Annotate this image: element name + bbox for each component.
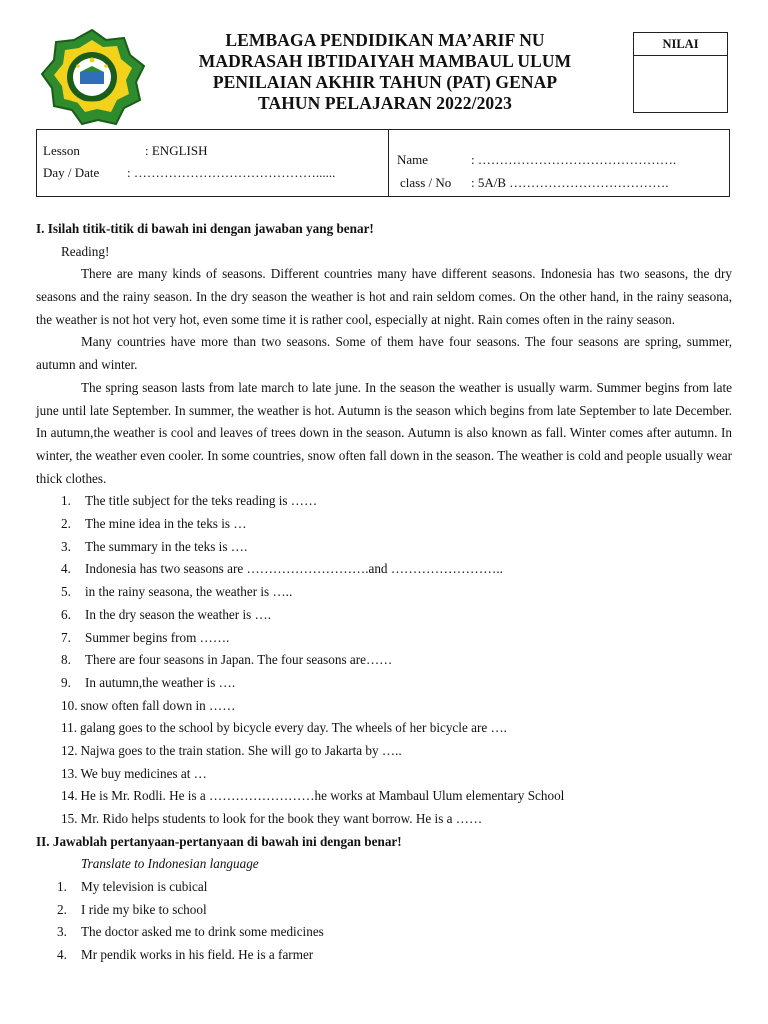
info-divider — [388, 130, 389, 196]
question-number: 14. — [61, 788, 78, 804]
question-number: 1. — [61, 493, 71, 509]
question-number: 9. — [61, 674, 71, 690]
student-info-box — [36, 129, 730, 197]
school-logo-icon — [38, 28, 146, 126]
question-item — [36, 604, 732, 627]
question-number: 1. — [57, 879, 67, 895]
name-label: Name — [397, 152, 429, 167]
question-text: I ride my bike to school — [81, 901, 207, 917]
question-item — [36, 876, 732, 899]
date-row — [43, 165, 335, 181]
question-text: snow often fall down in …… — [80, 697, 236, 713]
question-item — [36, 490, 732, 513]
question-number: 4. — [57, 947, 67, 963]
question-number: 15. — [61, 811, 78, 827]
date-label: Day / Date — [43, 165, 100, 180]
question-item — [36, 627, 732, 650]
question-item — [36, 695, 732, 718]
question-text: In autumn,the weather is …. — [85, 674, 236, 690]
question-item — [36, 513, 732, 536]
question-number: 13. — [61, 765, 78, 781]
academic-year: TAHUN PELAJARAN 2022/2023 — [258, 93, 512, 113]
question-text: Indonesia has two seasons are ……………………….and …………………….. — [85, 561, 503, 577]
question-item — [36, 944, 732, 967]
class-label: class / No — [400, 175, 452, 190]
question-item — [36, 536, 732, 559]
question-item — [36, 672, 732, 695]
question-text: There are four seasons in Japan. The four seasons are…… — [85, 652, 393, 668]
question-text: We buy medicines at … — [80, 765, 207, 781]
question-text: The summary in the teks is …. — [85, 538, 248, 554]
question-text: Summer begins from ……. — [85, 629, 230, 645]
question-number: 8. — [61, 652, 71, 668]
exam-content — [36, 218, 732, 967]
question-text: Mr. Rido helps students to look for the book they want borrow. He is a …… — [80, 811, 483, 827]
question-text: The doctor asked me to drink some medicines — [81, 924, 324, 940]
question-item — [36, 740, 732, 763]
question-number: 4. — [61, 561, 71, 577]
lesson-label: Lesson — [43, 143, 80, 158]
institution-name: LEMBAGA PENDIDIKAN MA’ARIF NU — [225, 30, 545, 50]
question-item — [36, 581, 732, 604]
question-text: In the dry season the weather is …. — [85, 606, 272, 622]
question-number: 7. — [61, 629, 71, 645]
class-row — [400, 175, 669, 191]
question-item — [36, 558, 732, 581]
question-item — [36, 649, 732, 672]
section-1-questions — [36, 490, 732, 830]
exam-header — [150, 30, 620, 114]
score-box — [633, 32, 728, 113]
exam-name: PENILAIAN AKHIR TAHUN (PAT) GENAP — [212, 72, 558, 92]
reading-paragraph: There are many kinds of seasons. Different countries many have different seasons. Indonesia has two seasons, the dry seasons and the rainy season. In the dry season the weather is hot and rain seldom comes. On the other hand, in the rainy seasona, the weather is not hot very hot, even some time it is rather cool, especially at night. Rain comes often in the rainy season. — [36, 266, 732, 327]
question-number: 2. — [57, 901, 67, 917]
question-text: Najwa goes to the train station. She will go to Jakarta by ….. — [80, 742, 402, 758]
section-1-heading: I. Isilah titik-titik di bawah ini dengan jawaban yang benar! — [36, 221, 374, 236]
reading-paragraph: Many countries have more than two seasons. Some of them have four seasons. The four seasons are spring, summer, autumn and winter. — [36, 334, 732, 373]
question-item — [36, 921, 732, 944]
question-text: galang goes to the school by bicycle every day. The wheels of her bicycle are …. — [80, 720, 507, 736]
score-label: NILAI — [634, 33, 727, 56]
question-text: He is Mr. Rodli. He is a ……………………he works at Mambaul Ulum elementary School — [80, 788, 565, 804]
question-text: My television is cubical — [81, 879, 208, 895]
question-text: in the rainy seasona, the weather is ….. — [85, 584, 293, 600]
question-number: 2. — [61, 516, 71, 532]
reading-paragraph: The spring season lasts from late march to late june. In the season the weather is usually warm. Summer begins from late june until late September. In summer, the weather is hot. Autumn is the season which begins from late September to late December. In autumn,the weather is cool and leaves of trees down in the season. Autumn is also known as fall. Winter comes after autumn. In winter, the weather even cooler. In some countries, snow often fall down in the season. The weather is cold and people usually wear thick clothes. — [36, 379, 732, 486]
question-item — [36, 785, 732, 808]
question-text: Mr pendik works in his field. He is a farmer — [81, 947, 314, 963]
question-item — [36, 717, 732, 740]
question-number: 10. — [61, 697, 78, 713]
question-number: 11. — [61, 720, 77, 736]
question-item — [36, 808, 732, 831]
question-number: 6. — [61, 606, 71, 622]
lesson-row — [43, 143, 207, 159]
question-text: The title subject for the teks reading is …… — [85, 493, 318, 509]
date-value: : ……………………………………...... — [127, 165, 336, 180]
question-text: The mine idea in the teks is … — [85, 516, 247, 532]
name-row — [397, 152, 676, 168]
section-2-heading: II. Jawablah pertanyaan-pertanyaan di bawah ini dengan benar! — [36, 833, 402, 849]
question-number: 5. — [61, 584, 71, 600]
name-value: : ………………………………………. — [471, 152, 677, 167]
section-2-questions — [36, 876, 732, 967]
question-item — [36, 763, 732, 786]
school-name: MADRASAH IBTIDAIYAH MAMBAUL ULUM — [198, 51, 572, 71]
reading-label: Reading! — [61, 243, 110, 259]
lesson-value: : ENGLISH — [145, 143, 208, 158]
class-value: : 5A/B ………………………………. — [471, 175, 669, 190]
question-number: 3. — [61, 538, 71, 554]
question-number: 12. — [61, 742, 78, 758]
question-number: 3. — [57, 924, 67, 940]
section-2-instruction: Translate to Indonesian language — [81, 856, 259, 872]
question-item — [36, 899, 732, 922]
